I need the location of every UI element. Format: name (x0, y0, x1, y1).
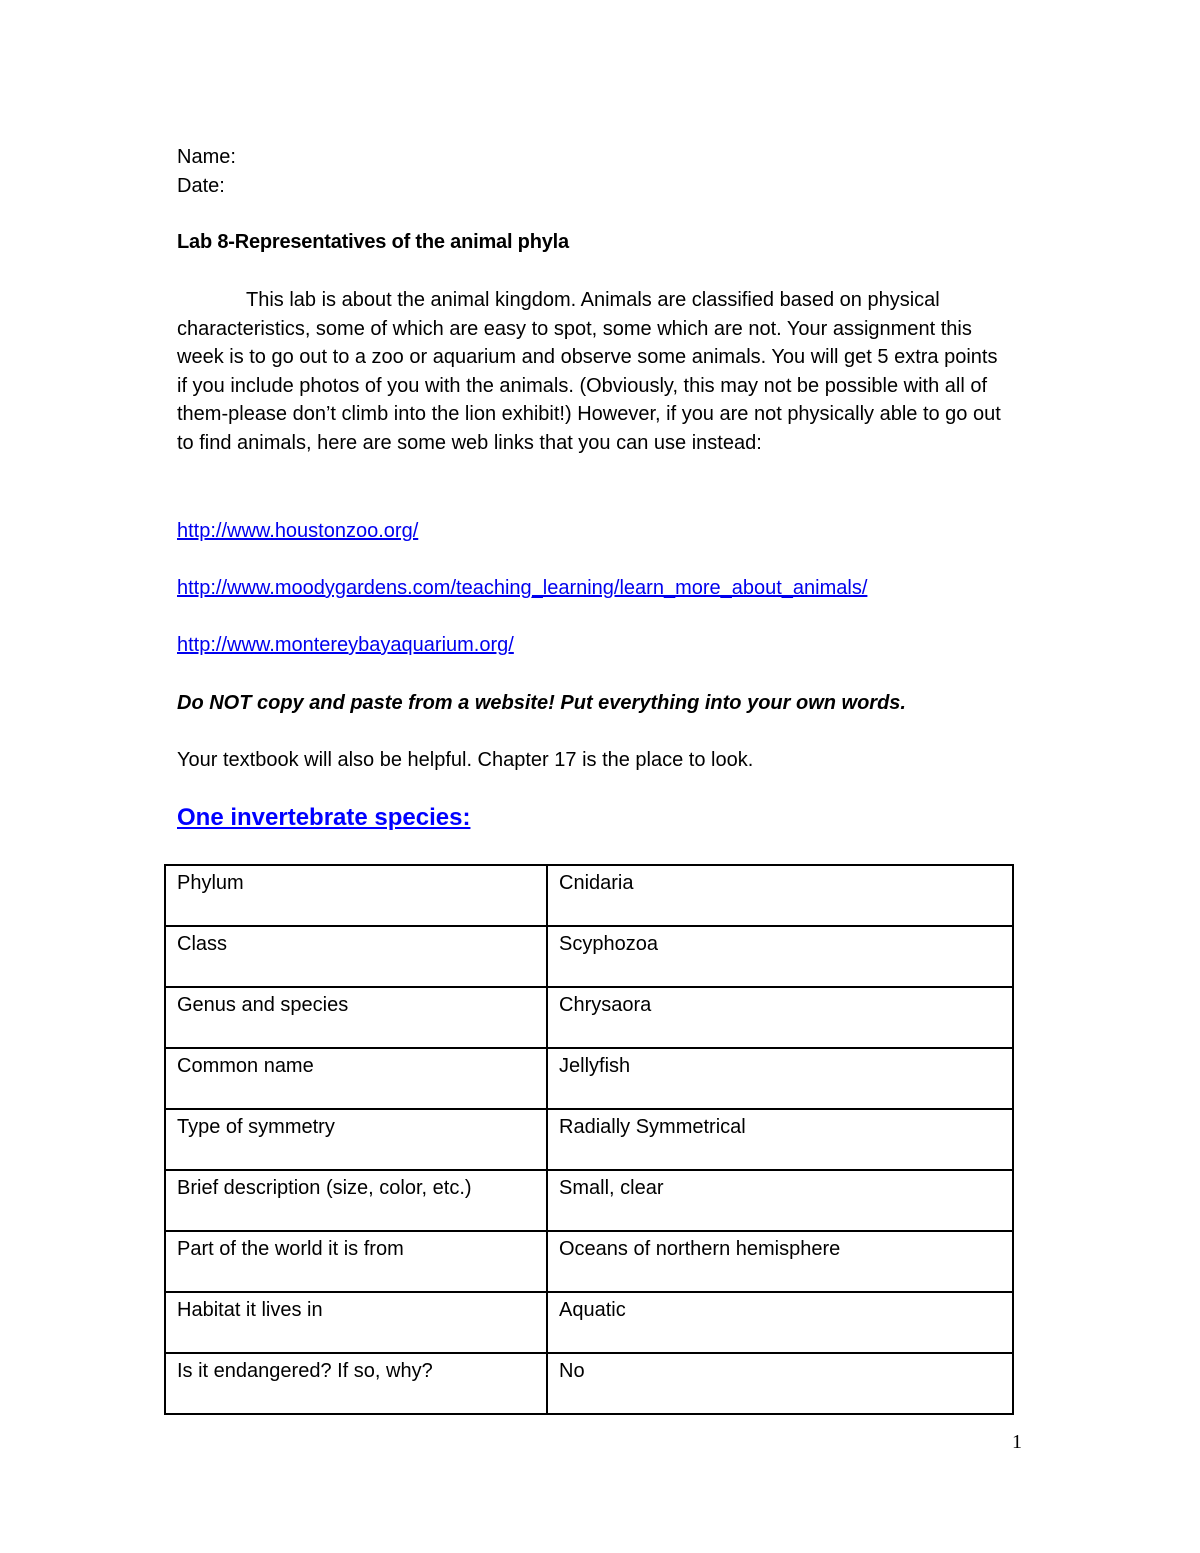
name-label: Name: (177, 146, 236, 168)
table-row (165, 1231, 1013, 1292)
row-value-cell: Oceans of northern hemisphere (547, 1231, 1013, 1292)
row-value-cell: Scyphozoa (547, 926, 1013, 987)
table-row (165, 1048, 1013, 1109)
row-value-cell: Jellyfish (547, 1048, 1013, 1109)
row-label-cell: Brief description (size, color, etc.) (165, 1170, 547, 1231)
row-label-cell: Genus and species (165, 987, 547, 1048)
monterey-bay-aquarium-link[interactable]: http://www.montereybayaquarium.org/ (177, 634, 514, 656)
row-value-cell: Small, clear (547, 1170, 1013, 1231)
table-row (165, 1353, 1013, 1414)
table-row (165, 1109, 1013, 1170)
copy-warning: Do NOT copy and paste from a website! Put everything into your own words. (177, 692, 906, 714)
houston-zoo-link[interactable]: http://www.houstonzoo.org/ (177, 520, 419, 542)
row-value-cell: Cnidaria (547, 865, 1013, 926)
section-heading: One invertebrate species: (177, 804, 471, 831)
table-row (165, 1292, 1013, 1353)
page-number: 1 (1012, 1431, 1022, 1453)
species-table (164, 864, 1014, 1415)
table-row (165, 987, 1013, 1048)
row-label-cell: Habitat it lives in (165, 1292, 547, 1353)
table-row (165, 865, 1013, 926)
row-label-cell: Common name (165, 1048, 547, 1109)
row-label-cell: Phylum (165, 865, 547, 926)
moody-gardens-link[interactable]: http://www.moodygardens.com/teaching_learning/learn_more_about_animals/ (177, 577, 868, 599)
table-row (165, 1170, 1013, 1231)
intro-paragraph (177, 286, 1007, 457)
textbook-note: Your textbook will also be helpful. Chapter 17 is the place to look. (177, 749, 754, 771)
row-label-cell: Class (165, 926, 547, 987)
row-value-cell: Chrysaora (547, 987, 1013, 1048)
row-label-cell: Type of symmetry (165, 1109, 547, 1170)
row-label-cell: Is it endangered? If so, why? (165, 1353, 547, 1414)
intro-text: This lab is about the animal kingdom. Animals are classified based on physical characteristics, some of which are easy to spot, some which are not. Your assignment this week is to go out to a zoo or aquarium and observe some animals. You will get 5 extra points if you include photos of you with the animals. (Obviously, this may not be possible with all of them-please don’t climb into the lion exhibit!) However, if you are not physically able to go out to find animals, here are some web links that you can use instead: (177, 289, 1001, 454)
lab-title: Lab 8-Representatives of the animal phyla (177, 231, 569, 253)
row-value-cell: Aquatic (547, 1292, 1013, 1353)
row-value-cell: Radially Symmetrical (547, 1109, 1013, 1170)
row-label-cell: Part of the world it is from (165, 1231, 547, 1292)
table-row (165, 926, 1013, 987)
date-label: Date: (177, 175, 225, 197)
row-value-cell: No (547, 1353, 1013, 1414)
